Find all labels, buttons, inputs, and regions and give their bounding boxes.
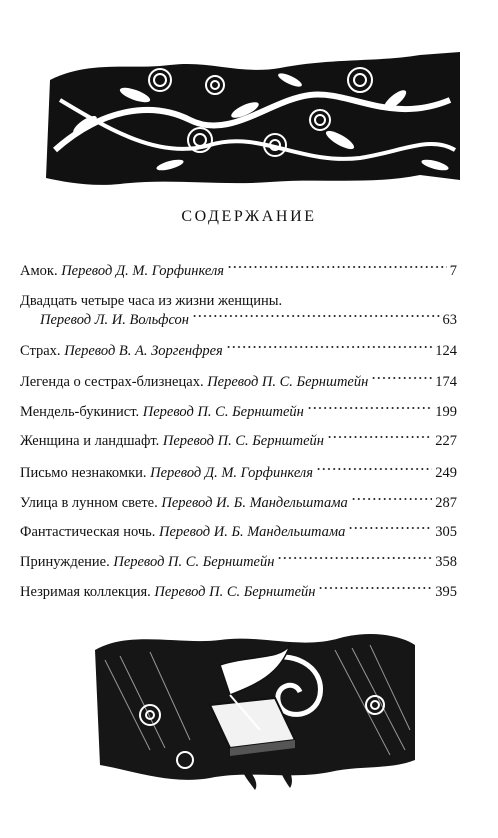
entry-page: 227: [435, 433, 457, 449]
entry-page: 199: [435, 404, 457, 420]
entry-title: Амок.: [20, 263, 58, 279]
toc-entry: [20, 583, 457, 602]
entry-translator: Перевод В. А. Зоргенфрея: [64, 343, 223, 359]
entry-translator: Перевод И. Б. Мандельштама: [159, 524, 346, 540]
leader-dots: [318, 583, 432, 593]
entry-page: 124: [435, 343, 457, 359]
entry-translator: Перевод Д. М. Горфинкеля: [61, 263, 225, 279]
leader-dots: [226, 342, 432, 352]
entry-page: 358: [435, 554, 457, 570]
entry-page: 63: [442, 312, 457, 328]
leader-dots: [371, 373, 432, 383]
toc-entry: [20, 553, 457, 572]
toc-entry: [20, 464, 457, 483]
leader-dots: [316, 464, 432, 474]
entry-translator: Перевод Л. И. Вольфсон: [40, 312, 189, 328]
entry-page: 305: [435, 524, 457, 540]
entry-title: Страх.: [20, 343, 61, 359]
toc-entry: [20, 403, 457, 422]
entry-page: 174: [435, 374, 457, 390]
leader-dots: [227, 262, 447, 272]
toc-entry: [20, 342, 457, 361]
entry-page: 7: [449, 263, 457, 279]
entry-title: Легенда о сестрах-близнецах.: [20, 374, 204, 390]
entry-translator: Перевод И. Б. Мандельштама: [161, 495, 348, 511]
toc-entry: [20, 432, 457, 451]
page-title: СОДЕРЖАНИЕ: [181, 208, 317, 225]
entry-title: Двадцать четыре часа из жизни женщины.: [20, 293, 283, 309]
toc-entry: [20, 494, 457, 513]
entry-title: Женщина и ландшафт.: [20, 433, 160, 449]
entry-translator: Перевод П. С. Бернштейн: [154, 584, 316, 600]
entry-title: Принуждение.: [20, 554, 110, 570]
entry-title: Мендель-букинист.: [20, 404, 140, 420]
scroll-quill-ornament-bottom: [90, 620, 420, 792]
entry-translator: Перевод П. С. Бернштейн: [142, 404, 304, 420]
leader-dots: [192, 311, 440, 321]
toc-entry: [20, 373, 457, 392]
leader-dots: [348, 523, 432, 533]
entry-translator: Перевод Д. М. Горфинкеля: [150, 465, 313, 481]
toc-entry: [20, 523, 457, 542]
entry-title: Фантастическая ночь.: [20, 524, 156, 540]
leader-dots: [327, 432, 432, 442]
floral-ornament-top: [40, 40, 466, 190]
entry-translator: Перевод П. С. Бернштейн: [162, 433, 324, 449]
entry-title: Письмо незнакомки.: [20, 465, 147, 481]
entry-title: Улица в лунном свете.: [20, 495, 158, 511]
entry-translator: Перевод П. С. Бернштейн: [207, 374, 369, 390]
leader-dots: [307, 403, 432, 413]
entry-page: 395: [435, 584, 457, 600]
entry-page: 287: [435, 495, 457, 511]
entry-page: 249: [435, 465, 457, 481]
toc-entry: [20, 262, 457, 281]
entry-title: Незримая коллекция.: [20, 584, 151, 600]
leader-dots: [277, 553, 432, 563]
entry-translator: Перевод П. С. Бернштейн: [113, 554, 275, 570]
toc-entry: [20, 292, 457, 330]
leader-dots: [351, 494, 432, 504]
